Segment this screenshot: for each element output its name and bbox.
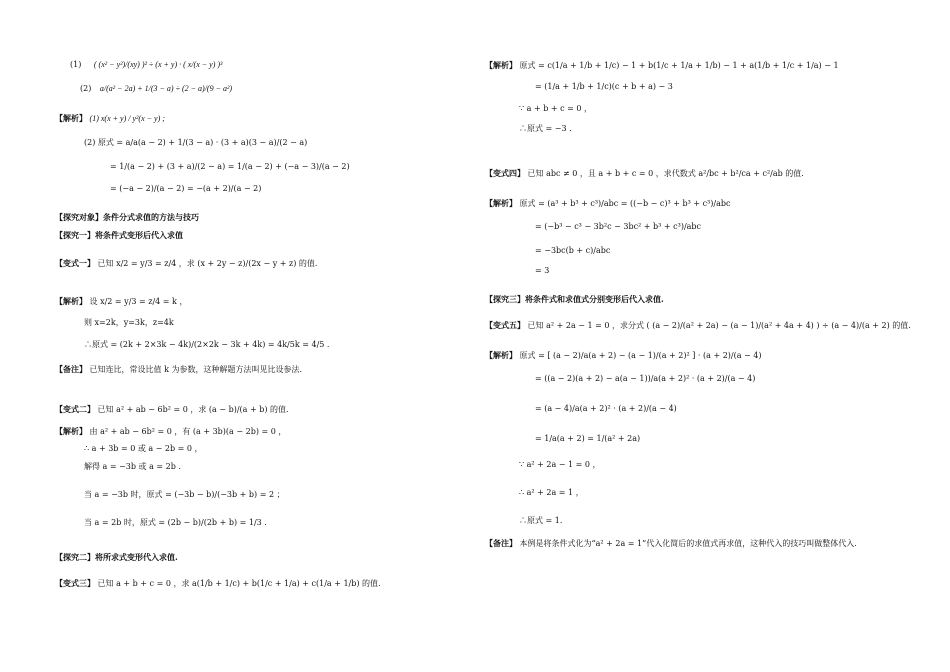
variant-3-solution-c: ∵ a + b + c = 0 ， [519,104,593,113]
variant-2-text: 已知 a² + ab − 6b² = 0 ，求 (a − b)/(a + b) 的值. [97,405,289,414]
variant-2-solution-a [55,426,286,437]
variant-5-text: 已知 a² + 2a − 1 = 0 ，求分式 ( (a − 2)/(a² + 2a) − (a − 1)/(a² + 4a + 4) ) ÷ (a − 4)/(a + 2) 的值. [527,321,911,330]
variant-5-solution-b: = ((a − 2)(a + 2) − a(a − 1))/a(a + 2)² · (a + 2)/(a − 4) [535,374,756,383]
variant-2-solution-b: ∴ a + 3b = 0 或 a − 2b = 0 ， [84,444,203,453]
variant-1-solution-a-text: 设 x/2 = y/3 = z/4 = k ， [89,297,188,306]
variant-4-solution-a [485,198,730,209]
note-1 [55,364,302,375]
problem-2-number: (2) [80,84,92,93]
problem-2-expression: a/(a² − 2a) + 1/(3 − a) ÷ (2 − a)/(9 − a²) [99,84,233,93]
solution-2-step-b: = 1/(a − 2) + (3 + a)/(2 − a) = 1/(a − 2) + (−a − 3)/(a − 2) [110,162,350,171]
note-2-label: 【备注】 [485,538,517,548]
variant-2-label: 【变式二】 [55,404,95,414]
variant-5-solution-g: ∴原式 = 1. [519,516,563,525]
note-1-text: 已知连比，常设比值 k 为参数，这种解题方法叫见比设参法. [89,365,303,374]
variant-1-solution-a [55,296,187,307]
problem-1-expression: ( (x² − y²)/(xy) )² ÷ (x + y) · ( x/(x − y) )³ [93,60,223,69]
variant-4-solution-a-text: 原式 = (a³ + b³ + c³)/abc = ((−b − c)³ + b³ + c³)/abc [519,199,731,208]
note-1-label: 【备注】 [55,364,87,374]
solution-1-text: (1) x(x + y) / y²(x − y) ; [89,114,165,123]
variant-3 [55,578,381,589]
variant-1-solution-b: 则 x=2k，y=3k，z=4k [84,318,174,327]
variant-5-solution-label: 【解析】 [485,350,517,360]
variant-3-solution-b: = (1/a + 1/b + 1/c)(c + b + a) − 3 [535,82,673,91]
problem-2 [80,84,232,94]
note-2 [485,538,857,549]
variant-4-solution-label: 【解析】 [485,198,517,208]
variant-5-solution-c: = (a − 4)/a(a + 2)² · (a + 2)/(a − 4) [535,404,677,413]
variant-4 [485,168,804,179]
variant-1-solution-c: ∴原式 = (2k + 2×3k − 4k)/(2×2k − 3k + 4k) = 4k/5k = 4/5 . [84,340,330,349]
variant-5-solution-a [485,350,762,361]
solution-block-1 [55,113,165,124]
variant-3-label: 【变式三】 [55,578,95,588]
variant-4-solution-b: = (−b³ − c³ − 3b²c − 3bc² + b³ + c³)/abc [535,222,702,231]
explore-1-heading: 【探究一】将条件式变形后代入求值 [55,230,183,240]
variant-5-solution-d: = 1/a(a + 2) = 1/(a² + 2a) [535,434,641,443]
variant-5-label: 【变式五】 [485,320,525,330]
variant-1 [55,258,317,269]
variant-2-solution-c: 解得 a = −3b 或 a = 2b . [84,462,181,471]
variant-5-solution-f: ∴ a² + 2a = 1 ， [519,488,584,497]
variant-4-solution-c: = −3bc(b + c)/abc [535,246,611,255]
variant-5 [485,320,911,331]
problem-1-number: (1) [70,60,82,69]
variant-4-solution-d: = 3 [535,266,550,275]
variant-5-solution-a-text: 原式 = [ (a − 2)/a(a + 2) − (a − 1)/(a + 2)² ] · (a + 2)/(a − 4) [519,351,762,360]
solution-2-step-c: = (−a − 2)/(a − 2) = −(a + 2)/(a − 2) [110,184,262,193]
problem-1 [70,60,222,70]
note-2-text: 本例是将条件式化为“a² + 2a = 1”代入化简后的求值式再求值，这种代入的技巧叫做整体代入. [519,539,857,548]
explore-object-heading: 【探究对象】条件分式求值的方法与技巧 [55,212,199,222]
variant-1-label: 【变式一】 [55,258,95,268]
variant-3-solution-label: 【解析】 [485,60,517,70]
explore-2-heading: 【探究二】将所求式变形代入求值. [55,552,178,562]
variant-3-solution-d: ∴原式 = −3 . [519,124,572,133]
variant-3-solution-a-text: 原式 = c(1/a + 1/b + 1/c) − 1 + b(1/c + 1/a + 1/b) − 1 + a(1/b + 1/c + 1/a) − 1 [519,61,839,70]
variant-1-solution-label: 【解析】 [55,296,87,306]
variant-2-solution-e: 当 a = 2b 时，原式 = (2b − b)/(2b + b) = 1/3 . [84,518,267,527]
variant-1-text: 已知 x/2 = y/3 = z/4 ，求 (x + 2y − z)/(2x − y + z) 的值. [97,259,318,268]
variant-2 [55,404,289,415]
explore-3-heading: 【探究三】将条件式和求值式分别变形后代入求值. [485,294,664,304]
solution-2-step-a: (2) 原式 = a/a(a − 2) + 1/(3 − a) · (3 + a)(3 − a)/(2 − a) [84,138,308,147]
variant-2-solution-a-text: 由 a² + ab − 6b² = 0 ，有 (a + 3b)(a − 2b) = 0 ， [89,427,287,436]
variant-2-solution-d: 当 a = −3b 时，原式 = (−3b − b)/(−3b + b) = 2 ； [84,490,285,499]
variant-4-text: 已知 abc ≠ 0 ，且 a + b + c = 0 ，求代数式 a²/bc + b²/ca + c²/ab 的值. [527,169,804,178]
variant-2-solution-label: 【解析】 [55,426,87,436]
variant-5-solution-e: ∵ a² + 2a − 1 = 0 ， [519,460,601,469]
variant-3-solution-a [485,60,839,71]
variant-3-text: 已知 a + b + c = 0 ，求 a(1/b + 1/c) + b(1/c + 1/a) + c(1/a + 1/b) 的值. [97,579,381,588]
solution-label: 【解析】 [55,113,87,123]
variant-4-label: 【变式四】 [485,168,525,178]
right-column [475,0,950,672]
